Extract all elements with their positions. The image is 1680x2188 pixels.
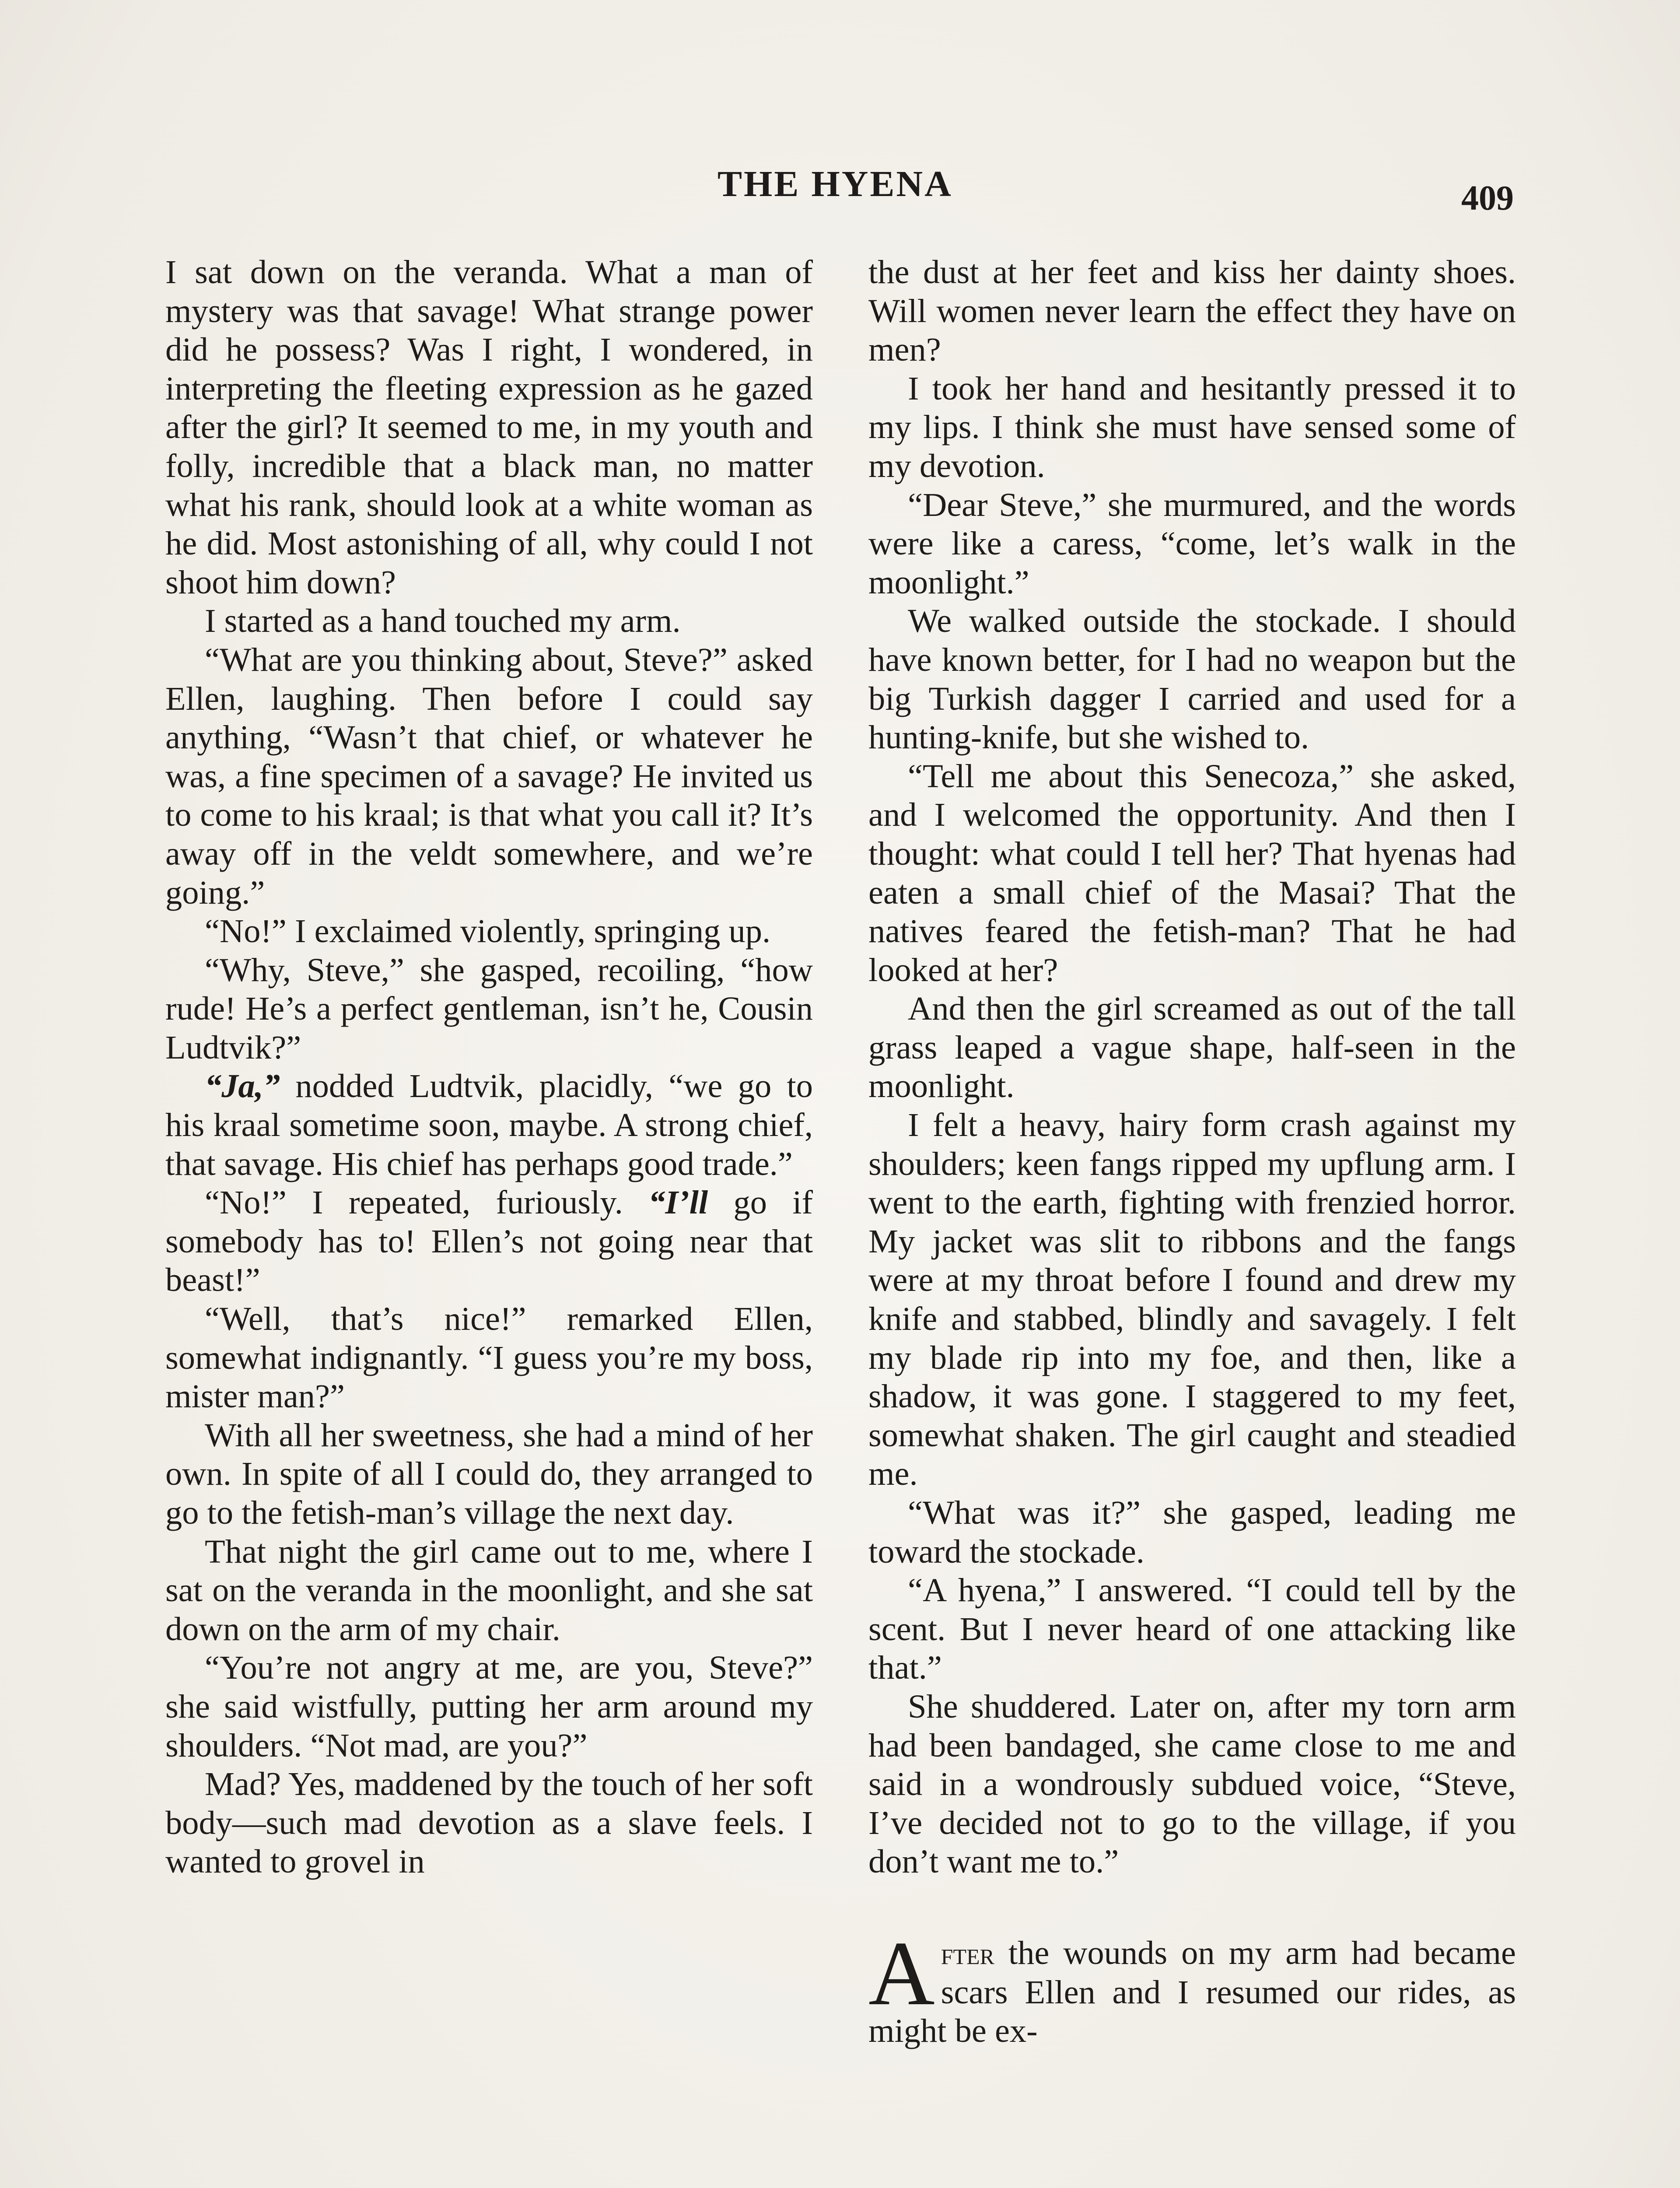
- emphasis-text: “Ja,”: [205, 1067, 280, 1105]
- paragraph-text: nodded Ludtvik, placidly, “we go to his kraal sometime soon, maybe. A strong chief, that savage. His chief has perhaps good trade.”: [165, 1067, 813, 1182]
- paragraph: I started as a hand touched my arm.: [205, 602, 681, 640]
- paragraph: “No!” I exclaimed violently, springing up.: [205, 912, 771, 950]
- paragraph: I sat down on the veranda. What a man of mystery was that savage! What strange power did he possess? Was I right, I wondered, in interpreting the fleeting expression as he gazed after the girl? It seemed to me, in my youth and folly, incredible that a black man, no matter what his rank, should look at a white woman as he did. Most astonishing of all, why could I not shoot him down?: [165, 253, 813, 601]
- small-caps-lead: fter: [941, 1936, 994, 1971]
- paragraph: “Well, that’s nice!” remarked Ellen, somewhat indignantly. “I guess you’re my boss, mister man?”: [165, 1300, 813, 1415]
- paragraph: “Dear Steve,” she murmured, and the words were like a caress, “come, let’s walk in the moonlight.”: [868, 486, 1516, 601]
- emphasis-text: “I’ll: [648, 1184, 708, 1221]
- section-break-paragraph: [868, 1922, 1516, 2051]
- paragraph: And then the girl screamed as out of the tall grass leaped a vague shape, half-seen in the moonlight.: [868, 990, 1516, 1105]
- drop-cap: A: [868, 1922, 935, 2024]
- paragraph: Mad? Yes, maddened by the touch of her soft body—such mad devotion as a slave feels. I wanted to grovel in: [165, 1765, 813, 1880]
- paragraph: She shuddered. Later on, after my torn arm had been bandaged, she came close to me and said in a wondrously subdued voice, “Steve, I’ve decided not to go to the village, if you don’t want me to.”: [868, 1687, 1516, 1880]
- paragraph: I felt a heavy, hairy form crash against my shoulders; keen fangs ripped my upflung arm. I went to the earth, fighting with frenzied horror. My jacket was slit to ribbons and the fangs were at my throat before I found and drew my knife and stabbed, blindly and savagely. I felt my blade rip into my foe, and then, like a shadow, it was gone. I staggered to my feet, somewhat shaken. The girl caught and steadied me.: [868, 1106, 1516, 1493]
- paragraph: the dust at her feet and kiss her dainty shoes. Will women never learn the effect they have on men?: [868, 253, 1516, 368]
- right-column: [868, 253, 1516, 2051]
- paragraph: [165, 1067, 813, 1183]
- paragraph: With all her sweetness, she had a mind of her own. In spite of all I could do, they arranged to go to the fetish-man’s village the next day.: [165, 1416, 813, 1531]
- paragraph-text: go if somebody has to! Ellen’s not going near that beast!”: [165, 1184, 813, 1299]
- left-column: [165, 253, 813, 1881]
- paragraph: We walked outside the stockade. I should have known better, for I had no weapon but the big Turkish dagger I carried and used for a hunting-knife, but she wished to.: [868, 602, 1516, 756]
- paragraph: “Tell me about this Senecoza,” she asked, and I welcomed the opportunity. And then I thought: what could I tell her? That hyenas had eaten a small chief of the Masai? That the natives feared the fetish-man? That he had looked at her?: [868, 757, 1516, 989]
- paragraph: [165, 1183, 813, 1300]
- paragraph: “You’re not angry at me, are you, Steve?” she said wistfully, putting her arm around my shoulders. “Not mad, are you?”: [165, 1649, 813, 1764]
- paragraph: “Why, Steve,” she gasped, recoiling, “how rude! He’s a perfect gentleman, isn’t he, Cousin Ludtvik?”: [165, 951, 813, 1066]
- paragraph: That night the girl came out to me, where I sat on the veranda in the moonlight, and she sat down on the arm of my chair.: [165, 1532, 813, 1648]
- paragraph-text: “No!” I repeated, furiously.: [205, 1184, 649, 1221]
- paragraph: “What was it?” she gasped, leading me toward the stockade.: [868, 1494, 1516, 1570]
- paragraph: “A hyena,” I answered. “I could tell by the scent. But I never heard of one attacking like that.”: [868, 1571, 1516, 1687]
- running-head-title: THE HYENA: [718, 164, 953, 204]
- paragraph-text: the wounds on my arm had became scars Ellen and I resumed our rides, as might be ex-: [868, 1934, 1516, 2050]
- paragraph: I took her hand and hesitantly pressed it to my lips. I think she must have sensed some of my devotion.: [868, 369, 1516, 484]
- page-number: 409: [1461, 179, 1514, 217]
- paragraph: “What are you thinking about, Steve?” asked Ellen, laughing. Then before I could say anything, “Wasn’t that chief, or whatever he was, a fine specimen of a savage? He invited us to come to his kraal; is that what you call it? It’s away off in the veldt somewhere, and we’re going.”: [165, 641, 813, 911]
